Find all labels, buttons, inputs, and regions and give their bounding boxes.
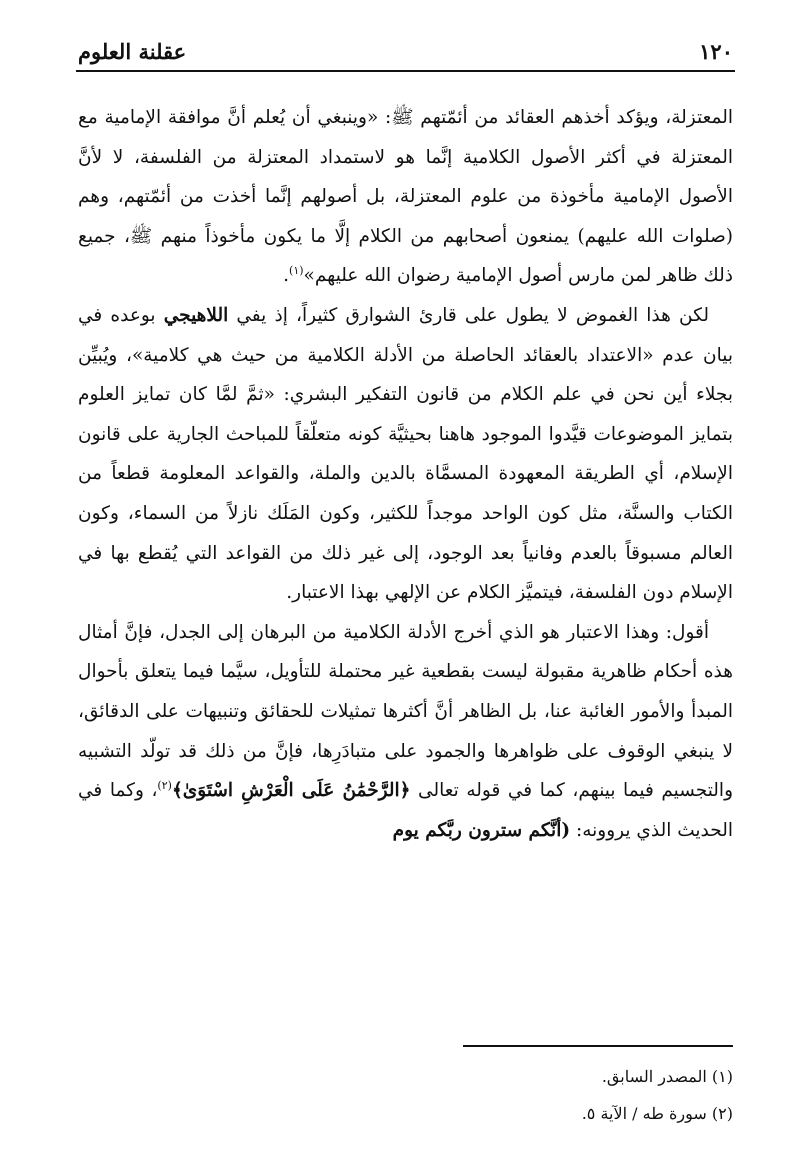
paragraph-text: المعتزلة، ويؤكد أخذهم العقائد من أئمّتهم ﷺ: «وينبغي أن يُعلم أنَّ موافقة الإمامية مع المعتزلة في أكثر الأصول الكلامية إنَّما هو لاستمداد المعتزلة من الفلسفة، لا لأنَّ الأصول الإمامية مأخوذة من علوم المعتزلة، بل أصولهم إنَّما أخذت من أئمّتهم، وهم (صلوات الله عليهم) يمنعون أصحابهم من الكلام إلَّا ما يكون مأخوذاً منهم ﷺ، جميع ذلك ظاهر لمن مارس أصول الإمامية رضوان الله عليهم» — [78, 107, 733, 287]
paragraph-1 — [78, 98, 733, 296]
paragraph-text: . — [283, 265, 290, 287]
footnote-2: (٢) سورة طه / الآية ٥. — [581, 1104, 733, 1123]
header-divider — [76, 70, 735, 72]
quran-verse: ﴿الرَّحْمَٰنُ عَلَى الْعَرْشِ اسْتَوَىٰ﴾ — [171, 780, 411, 802]
paragraph-3 — [78, 613, 733, 851]
book-title: عقلنة العلوم — [78, 39, 187, 64]
footnotes — [78, 1058, 733, 1132]
hadith-quote: (أنَّكم سترون ربَّكم يوم — [392, 819, 571, 841]
page-number: ١٢٠ — [699, 39, 733, 64]
paragraph-2 — [78, 296, 733, 613]
paragraph-text: أقول: وهذا الاعتبار هو الذي أخرج الأدلة الكلامية من البرهان إلى الجدل، فإنَّ أمثال هذه أحكام ظاهرية مقبولة ليست بقطعية غير محتملة للتأويل، سيَّما فيما يتعلق بأحوال المبدأ والأمور الغائبة عنا، بل الظاهر أنَّ أكثرها تمثيلات للحقائق وتنبيهات على الدقائق، لا ينبغي الوقوف على ظواهرها والجمود على متبادَرِها، فإنَّ من ذلك قد تولّد التشبيه والتجسيم فيما بينهم، كما في قوله تعالى — [78, 621, 733, 802]
footnote-ref-1[interactable]: (١) — [289, 264, 304, 278]
author-name: اللاهيجي — [163, 304, 229, 326]
footnote-divider — [463, 1045, 733, 1047]
page-header — [78, 28, 733, 64]
footnote-ref-2[interactable]: (٢) — [157, 778, 172, 792]
footnote-1: (١) المصدر السابق. — [601, 1067, 733, 1086]
main-text — [78, 98, 733, 850]
paragraph-text: بوعده في بيان عدم «الاعتداد بالعقائد الحاصلة من الأدلة الكلامية من حيث هي كلامية»، ويُبيِّن بجلاء أين نحن في علم الكلام من قانون التفكير البشري: «ثمَّ لمَّا كان تمايز العلوم بتمايز الموضوعات قيَّدوا الموجود هاهنا بحيثيَّة كونه متعلّقاً للمباحث الجارية على قانون الإسلام، أي الطريقة المعهودة المسمَّاة بالدين والملة، والقواعد المعلومة قطعاً من الكتاب والسنَّة، مثل كون الواحد موجداً للكثير، وكون المَلَك نازلاً من السماء، وكون العالم مسبوقاً بالعدم وفانياً بعد الوجود، إلى غير ذلك من القواعد التي يُقطع بها في الإسلام دون الفلسفة، فيتميَّز الكلام عن الإلهي بهذا الاعتبار. — [78, 304, 733, 604]
paragraph-text: ، وكما في الحديث الذي يروونه: — [78, 780, 733, 841]
paragraph-text: لكن هذا الغموض لا يطول على قارئ الشوارق كثيراً، إذ يفي — [228, 304, 709, 326]
